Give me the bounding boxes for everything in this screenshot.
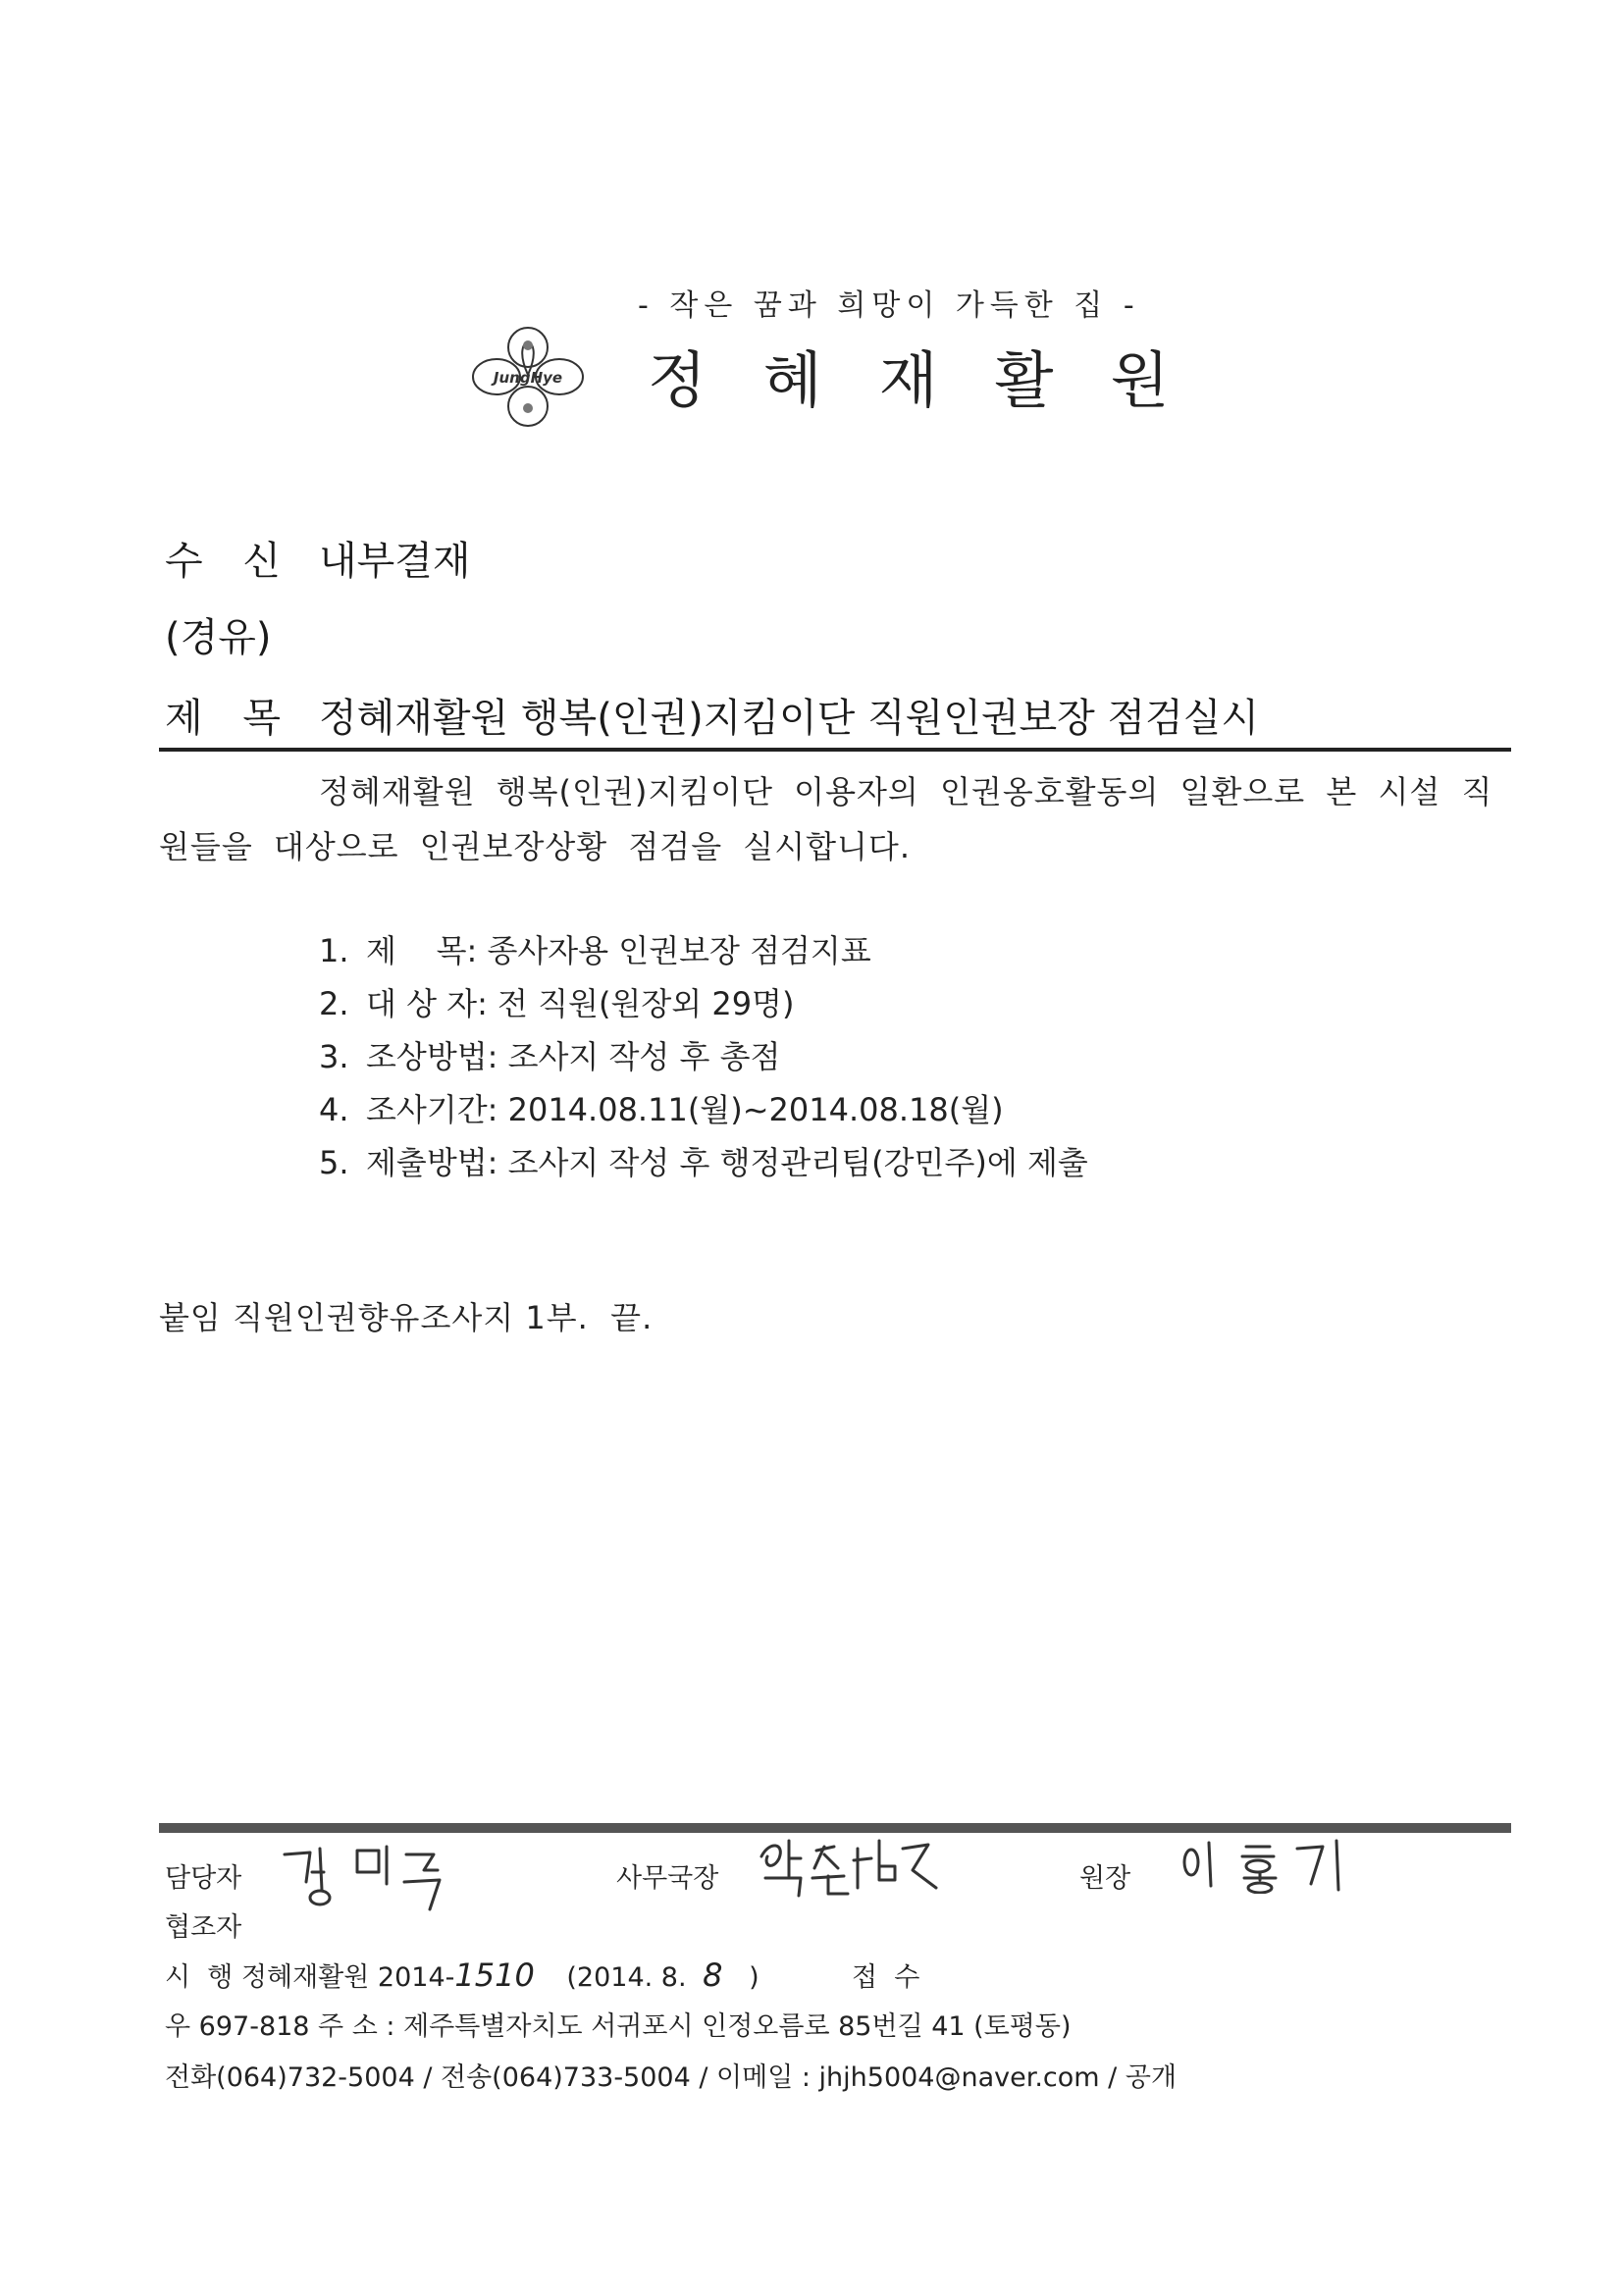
- enforcement-date-suffix: ): [749, 1962, 759, 1993]
- list-item-text: 대 상 자: 전 직원(원장외 29명): [366, 985, 795, 1022]
- attachment-note: 붙임 직원인권향유조사지 1부. 끝.: [159, 1299, 654, 1336]
- body-paragraph-line-1: 정혜재활원 행복(인권)지킴이단 이용자의 인권옹호활동의 일환으로 본 시설 직: [319, 773, 1493, 810]
- recipient-value: 내부결재: [319, 539, 471, 584]
- list-item-number: 1.: [319, 932, 349, 969]
- list-item-number: 5.: [319, 1144, 349, 1181]
- via-label: (경유): [165, 615, 272, 660]
- enforcement-prefix: 시 행 정혜재활원 2014-: [165, 1962, 455, 1993]
- list-item: [319, 926, 871, 971]
- list-item-text: 조상방법: 조사지 작성 후 총점: [366, 1038, 781, 1075]
- list-item-text: 제출방법: 조사지 작성 후 행정관리팀(강민주)에 제출: [366, 1144, 1088, 1181]
- secretary-general-signature: [756, 1831, 942, 1902]
- contact-line: 전화(064)732-5004 / 전송(064)733-5004 / 이메일 : jhjh5004@naver.com / 공개: [165, 2062, 1178, 2093]
- enforcement-date-prefix: (2014. 8.: [566, 1962, 687, 1993]
- list-item: [319, 1138, 1088, 1183]
- list-item-text: 제 목: 종사자용 인권보장 점검지표: [366, 932, 871, 969]
- recipient-label: 수 신: [165, 539, 294, 584]
- director-label: 원장: [1079, 1863, 1131, 1894]
- list-item-text: 조사기간: 2014.08.11(월)~2014.08.18(월): [366, 1091, 1004, 1128]
- cooperator-label: 협조자: [165, 1912, 242, 1943]
- title-divider: [159, 748, 1511, 752]
- address-line: 우 697-818 주 소 : 제주특별자치도 서귀포시 인정오름로 85번길 41 (토평동): [165, 2011, 1072, 2042]
- organization-tagline: - 작은 꿈과 희망이 가득한 집 -: [638, 288, 1140, 323]
- list-item: [319, 979, 794, 1024]
- list-item-number: 2.: [319, 985, 349, 1022]
- secretary-general-label: 사무국장: [616, 1863, 719, 1894]
- junghye-logo: [469, 324, 587, 430]
- list-item: [319, 1032, 780, 1077]
- logo-text: JungHye: [493, 369, 563, 387]
- body-paragraph-line-2: 원들을 대상으로 인권보장상황 점검을 실시합니다.: [159, 828, 912, 865]
- enforcement-number: 1510: [454, 1957, 535, 1994]
- drafter-signature: [277, 1833, 473, 1911]
- enforcement-line: [165, 1956, 759, 1994]
- enforcement-date-day: 8: [703, 1957, 723, 1994]
- list-item: [319, 1085, 1004, 1130]
- director-signature: [1176, 1835, 1352, 1894]
- list-item-number: 3.: [319, 1038, 349, 1075]
- receipt-label: 접 수: [852, 1962, 920, 1993]
- subject-value: 정혜재활원 행복(인권)지킴이단 직원인권보장 점검실시: [319, 696, 1260, 741]
- organization-name: 정혜재활원: [648, 344, 1227, 416]
- list-item-number: 4.: [319, 1091, 349, 1128]
- subject-label: 제 목: [165, 696, 294, 741]
- drafter-label: 담당자: [165, 1863, 242, 1894]
